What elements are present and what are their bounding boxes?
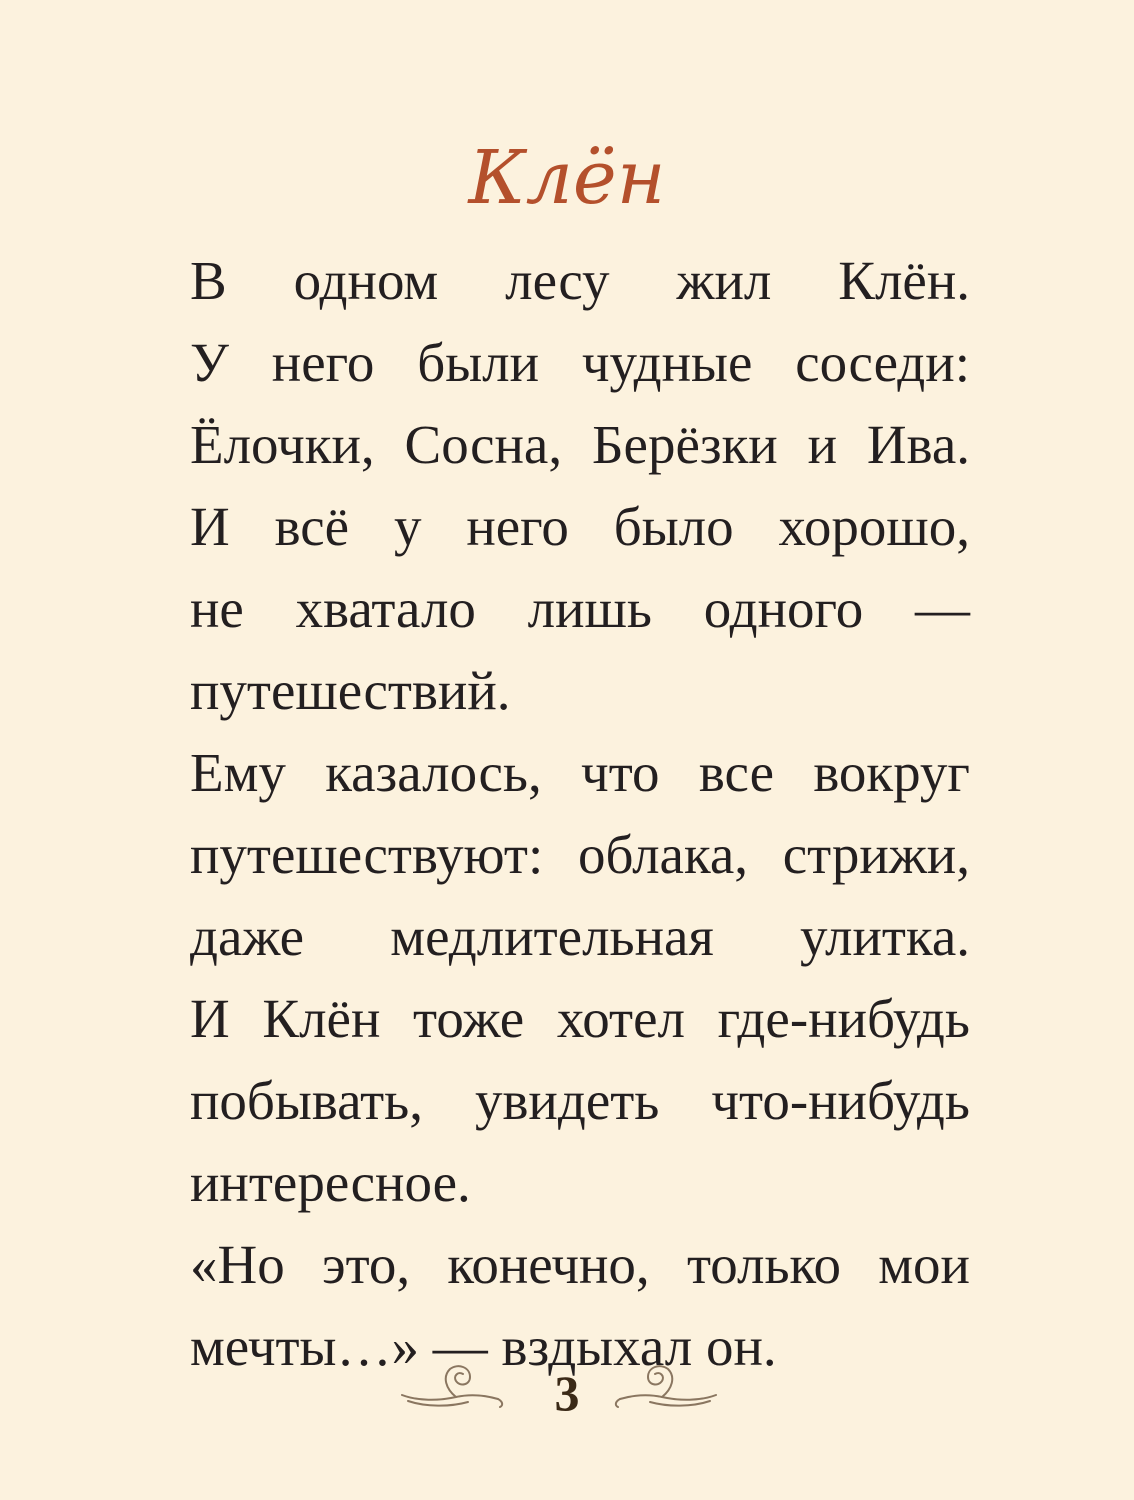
page-number: 3 [554,1365,580,1421]
text-line: Ему казалось, что все вокруг [190,742,970,803]
text-line: путешествуют: облака, стрижи, [190,824,970,885]
page-footer [0,1355,1134,1425]
text-line: путешествий. [190,660,511,721]
paragraph-1 [132,240,970,732]
text-line: не хватало лишь одного — [190,578,970,639]
text-line: В одном лесу жил Клён. [190,250,970,311]
text-line: побывать, увидеть что-нибудь [190,1070,970,1131]
text-line: У него были чудные соседи: [190,332,970,393]
paragraph-2 [132,732,970,1224]
text-line: И Клён тоже хотел где-нибудь [190,988,970,1049]
story-text [132,240,970,1388]
text-line: даже медлительная улитка. [190,906,970,967]
text-line: «Но это, конечно, только мои [190,1234,970,1295]
text-line: интересное. [190,1152,471,1213]
text-line: Ёлочки, Сосна, Берёзки и Ива. [190,414,970,475]
text-line: мечты…» — вздыхал он. [190,1316,777,1377]
chapter-title: Клён [468,135,666,221]
text-line: И всё у него было хорошо, [190,496,970,557]
swirl-ornament-right-icon [610,1355,720,1415]
